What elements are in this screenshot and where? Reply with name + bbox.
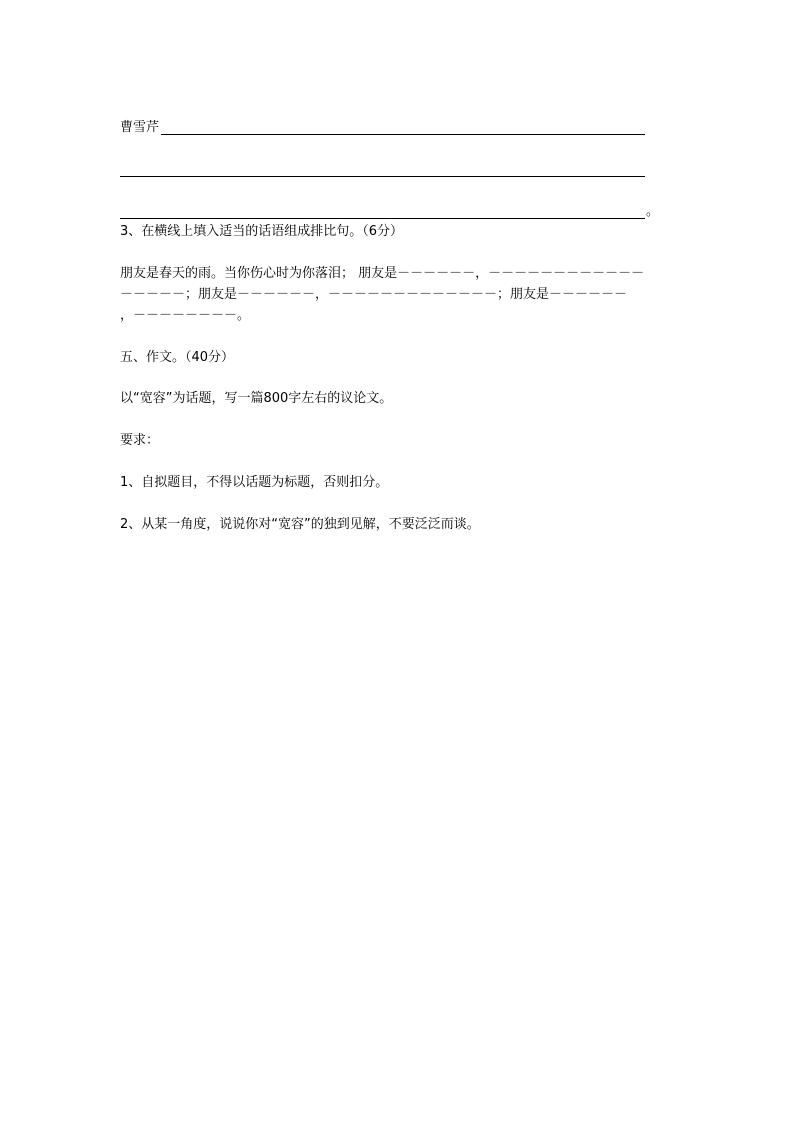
section-5-heading: 五、作文。（40分） bbox=[120, 350, 235, 365]
question-3-line-1: 朋友是春天的雨。当你伤心时为你落泪； 朋友是－－－－－－，－－－－－－－－－－－－ bbox=[120, 266, 645, 281]
requirement-1: 1、自拟题目，不得以话题为标题，否则扣分。 bbox=[120, 475, 389, 490]
answer-name-label: 曹雪芹 bbox=[120, 120, 160, 135]
question-3-line-3: ，－－－－－－－－。 bbox=[120, 308, 251, 323]
answer-line-1 bbox=[161, 134, 645, 135]
answer-line-2 bbox=[120, 176, 645, 177]
question-3-line-2: －－－－－；朋友是－－－－－－，－－－－－－－－－－－－－；朋友是－－－－－－ bbox=[120, 287, 628, 302]
question-3-prompt: 3、在横线上填入适当的话语组成排比句。（6分） bbox=[120, 224, 404, 239]
answer-end-mark: 。 bbox=[646, 204, 660, 219]
requirements-label: 要求： bbox=[120, 433, 160, 448]
answer-line-3 bbox=[120, 218, 645, 219]
requirement-2: 2、从某一角度，说说你对“宽容”的独到见解，不要泛泛而谈。 bbox=[120, 517, 480, 532]
essay-task: 以“宽容”为话题，写一篇800字左右的议论文。 bbox=[120, 391, 393, 406]
